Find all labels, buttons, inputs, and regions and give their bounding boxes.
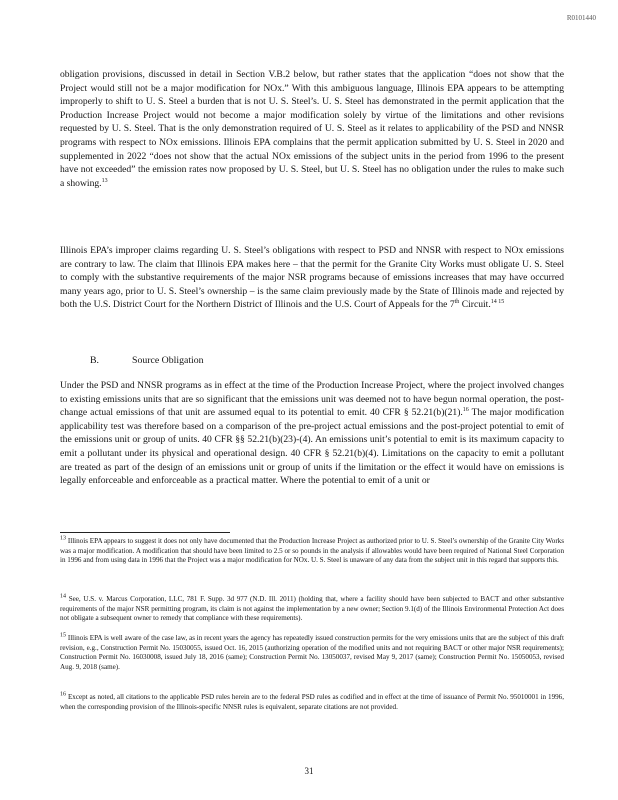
section-heading [90,355,204,366]
footnote-14 [60,595,564,624]
footnote-number: 16 [60,691,66,698]
section-title: Source Obligation [132,355,204,366]
footnote-15 [60,634,564,673]
footnote-ref-13: 13 [101,177,108,184]
paragraph-text-tail: The major modification applicability test was therefore based on a comparison of the pre-project actual emissions and the post-project potential to emit of the emissions unit or group of units. 40 CFR §§ 52.21(b)(23)-(4). An emissions unit’s potential to emit is its maximum capacity to emit a pollutant under its physical and operational design. 40 CFR § 52.21(b)(4). Limitations on the capacity to emit a pollutant are treated as part of the design of an emissions unit or group of units if the limitation or the effect it would have on emissions is legally enforceable and enforceable as a practical matter. Where the potential to emit of a unit or [60,407,565,487]
paragraph-text: obligation provisions, discussed in detail in Section V.B.2 below, but rather states that the application “does not show that the Project would still not be a major modification for NOx.” With this ambiguous language, Illinois EPA appears to be attempting improperly to shift to U. S. Steel a burden that is not U. S. Steel’s. U. S. Steel has demonstrated in the permit application that the Production Increase Project would not become a major modification solely by virtue of the limitations and other revisions requested by U. S. Steel. That is the only demonstration required of U. S. Steel as it relates to applicability of the PSD and NNSR programs with respect to NOx emissions. Illinois EPA complains that the permit application submitted by U. S. Steel in 2020 and supplemented in 2022 “does not show that the actual NOx emissions of the subject units in the period from 1996 to the present have not exceeded” the emission rates now proposed by U. S. Steel, but U. S. Steel has no obligation under the rules to make such a showing. [60,69,564,189]
footnote-number: 15 [60,632,66,639]
footnote-text: Except as noted, all citations to the applicable PSD rules herein are to the federal PSD rules as codified and in effect at the time of issuance of Permit No. 95010001 in 1996, when the corresponding provision of the Illinois-specific NNSR rules is equivalent, separate citations are not provided. [60,693,564,711]
section-letter: B. [90,355,99,366]
footnote-ref-14-15: 14 15 [490,299,505,306]
page-number: 31 [304,766,314,776]
paragraph-text: Under the PSD and NNSR programs as in effect at the time of the Production Increase Project, where the project involved changes to existing emissions units that are so significant that the emissions unit was deemed not to have begun normal operation, the post-change actual emissions of that unit are assumed equal to its potential to emit. 40 CFR § 52.21(b)(21). [60,380,564,419]
footnote-text: See, U.S. v. Marcus Corporation, LLC, 781 F. Supp. 3d 977 (N.D. Ill. 2011) (holding that, where a facility should have been subjected to BACT and other substantive requirements of the major NSR permitting program, its claim is not against the implementation by a new owner; Section 9.1(d) of the Illinois Environmental Protection Act does not obligate a subsequent owner to remedy that compliance with these requirements). [60,595,564,623]
footnote-number: 13 [60,535,66,542]
footnote-number: 14 [60,593,66,600]
ordinal-suffix: th [454,299,460,306]
footnote-ref-16: 16 [462,407,469,413]
footnote-text: Illinois EPA is well aware of the case law, as in recent years the agency has repeatedly issued construction permits for the very emissions units that are the subject of this draft revision, e.g., Construction Permit No. 15030055, issued Oct. 16, 2015 (authorizing operation of the modified units and not requiring BACT or other major NSR requirements); Construction Permit No. 16030008, issued July 18, 2016 (same); Construction Permit No. 13050037, revised May 9, 2017 (same); Construction Permit No. 15050053, revised Aug. 9, 2018 (same). [60,634,564,672]
document-id: R0101440 [566,14,596,22]
paragraph-source-obligation [60,379,564,488]
paragraph-improper-claims [60,244,564,312]
paragraph-npa-claim [60,68,564,190]
footnote-divider [60,532,230,533]
footnote-16 [60,693,564,712]
paragraph-text-tail: Circuit. [459,299,491,311]
footnote-text: Illinois EPA appears to suggest it does not only have documented that the Production Increase Project as authorized prior to U. S. Steel’s ownership of the Granite City Works was a major modification. A modification that should have been limited to 2.5 or so pounds in the analysis if allowables would have been required of National Steel Corporation in 1996 and from using data in 1996 that the Project was a major modification for NOx. U. S. Steel is unaware of any data from the subject unit in this regard that supports this. [60,537,564,565]
paragraph-text: Illinois EPA’s improper claims regarding U. S. Steel’s obligations with respect to PSD and NNSR with respect to NOx emissions are contrary to law. The claim that Illinois EPA makes here – that the permit for the Granite City Works must obligate U. S. Steel to comply with the substantive requirements of the major NSR programs because of emissions increases that may have occurred many years ago, prior to U. S. Steel’s ownership – is the same claim previously made by the State of Illinois made and rejected by both the U.S. District Court for the Northern District of Illinois and the U.S. Court of Appeals for the 7 [60,245,564,311]
footnote-13 [60,537,564,566]
